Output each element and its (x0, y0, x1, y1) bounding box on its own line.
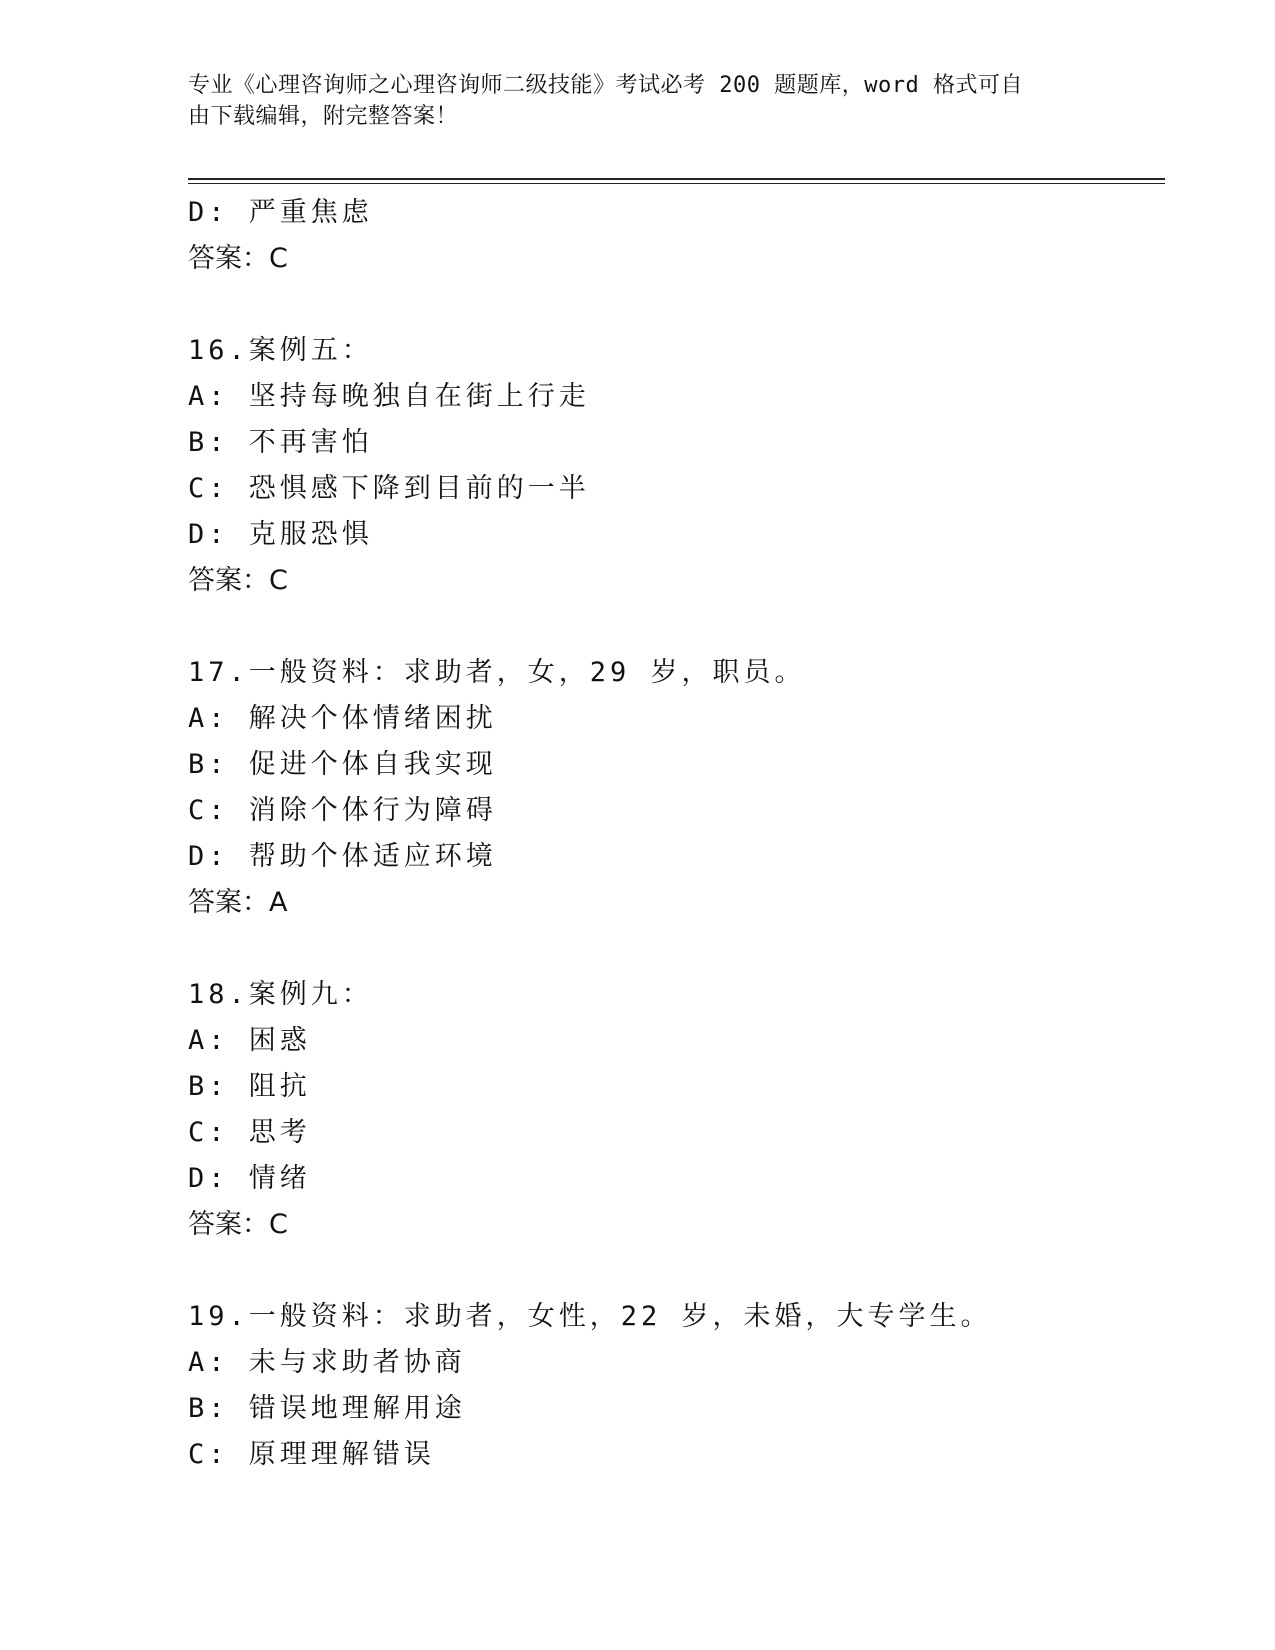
spacer (188, 604, 1165, 650)
header-divider-thin (188, 183, 1165, 184)
option-d: D: 克服恐惧 (188, 519, 373, 550)
option-c: C: 原理理解错误 (188, 1439, 435, 1470)
question-19: 19.一般资料：求助者，女性，22 岁，未婚，大专学生。 (188, 1301, 992, 1332)
question-17: 17.一般资料：求助者，女，29 岁，职员。 (188, 657, 806, 688)
option-b: B: 错误地理解用途 (188, 1393, 466, 1424)
document-header (188, 70, 1068, 132)
header-line-1: 专业《心理咨询师之心理咨询师二级技能》考试必考 200 题题库，word 格式可自 (188, 73, 1023, 98)
option-c: C: 消除个体行为障碍 (188, 795, 497, 826)
option-d: D: 帮助个体适应环境 (188, 841, 497, 872)
answer-line: 答案：C (188, 243, 288, 274)
answer-line: 答案：A (188, 887, 288, 918)
option-a: A: 未与求助者协商 (188, 1347, 466, 1378)
option-a: A: 坚持每晚独自在街上行走 (188, 381, 590, 412)
option-b: B: 不再害怕 (188, 427, 373, 458)
header-line-2: 由下载编辑，附完整答案！ (188, 104, 459, 129)
question-16: 16.案例五： (188, 335, 373, 366)
header-divider-thick (188, 178, 1165, 180)
option-b: B: 促进个体自我实现 (188, 749, 497, 780)
option-c: C: 思考 (188, 1117, 311, 1148)
option-b: B: 阻抗 (188, 1071, 311, 1102)
option-a: A: 解决个体情绪困扰 (188, 703, 497, 734)
spacer (188, 1248, 1165, 1294)
question-18: 18.案例九： (188, 979, 373, 1010)
answer-line: 答案：C (188, 1209, 288, 1240)
spacer (188, 926, 1165, 972)
spacer (188, 282, 1165, 328)
question-list (188, 190, 1165, 1478)
option-d: D: 情绪 (188, 1163, 311, 1194)
option-a: A: 困惑 (188, 1025, 311, 1056)
answer-line: 答案：C (188, 565, 288, 596)
option-d: D: 严重焦虑 (188, 197, 373, 228)
option-c: C: 恐惧感下降到目前的一半 (188, 473, 590, 504)
